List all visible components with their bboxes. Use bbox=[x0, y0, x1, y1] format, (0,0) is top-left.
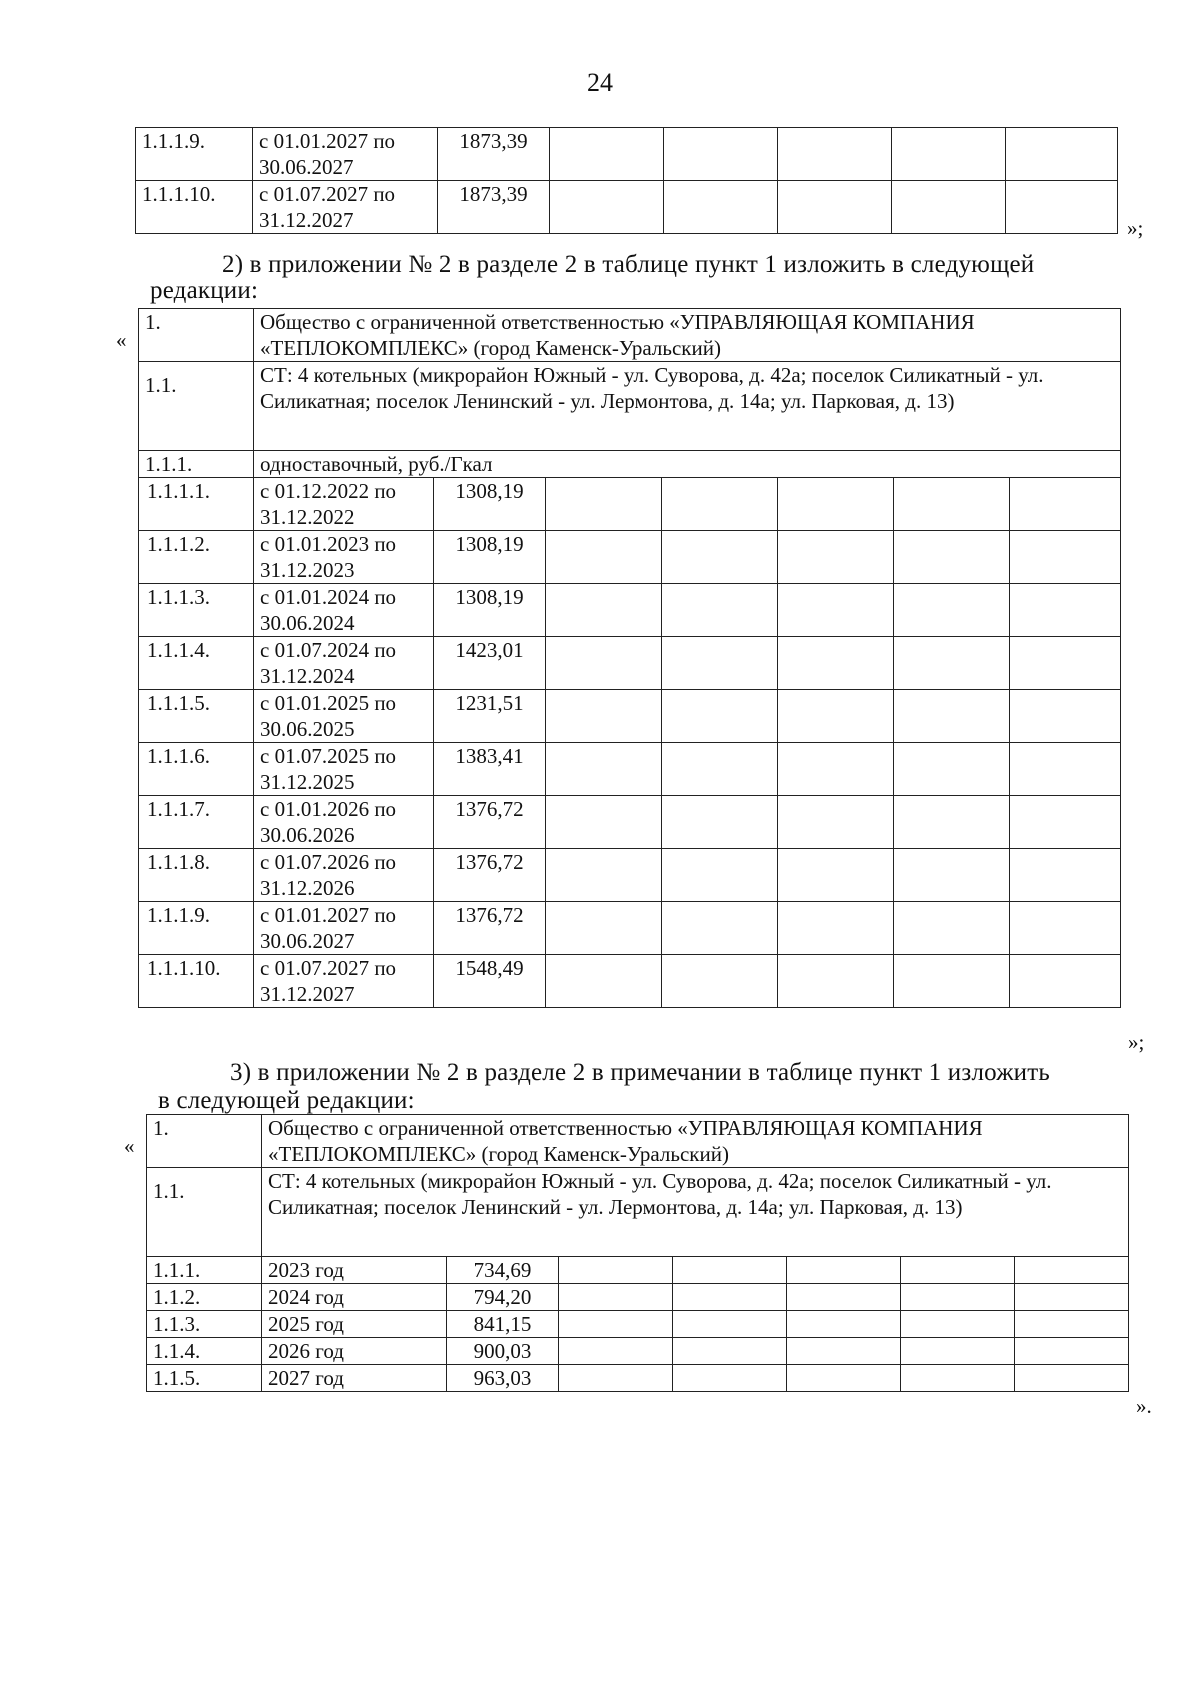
row-number: 1.1.1.8. bbox=[139, 849, 254, 902]
row-number: 1.1.1.3. bbox=[139, 584, 254, 637]
empty-cell bbox=[892, 181, 1006, 234]
row-number: 1.1.3. bbox=[147, 1311, 262, 1338]
empty-cell bbox=[778, 902, 894, 955]
row-period: 2024 год bbox=[262, 1284, 447, 1311]
row-period: 2023 год bbox=[262, 1257, 447, 1284]
empty-cell bbox=[787, 1365, 901, 1392]
empty-cell bbox=[550, 181, 664, 234]
row-value: 900,03 bbox=[447, 1338, 559, 1365]
table-row bbox=[147, 1257, 1129, 1284]
empty-cell bbox=[787, 1257, 901, 1284]
empty-cell bbox=[662, 743, 778, 796]
closing-quote: ». bbox=[1136, 1394, 1152, 1418]
closing-quote: »; bbox=[1128, 1030, 1145, 1054]
empty-cell bbox=[1010, 584, 1121, 637]
empty-cell bbox=[894, 584, 1010, 637]
empty-cell bbox=[662, 955, 778, 1008]
table-row bbox=[139, 690, 1121, 743]
row-period: с 01.01.2026 по 30.06.2026 bbox=[254, 796, 434, 849]
empty-cell bbox=[778, 531, 894, 584]
empty-cell bbox=[1015, 1311, 1129, 1338]
table-row bbox=[147, 1311, 1129, 1338]
row-period: с 01.01.2027 по 30.06.2027 bbox=[253, 128, 438, 181]
table-row bbox=[139, 902, 1121, 955]
row-value: 1873,39 bbox=[438, 128, 550, 181]
empty-cell bbox=[546, 690, 662, 743]
closing-quote: »; bbox=[1127, 216, 1144, 240]
empty-cell bbox=[901, 1338, 1015, 1365]
empty-cell bbox=[664, 181, 778, 234]
row-value: 841,15 bbox=[447, 1311, 559, 1338]
tariff-number: 1.1.1. bbox=[139, 451, 254, 478]
empty-cell bbox=[662, 584, 778, 637]
item-3-line-1: 3) в приложении № 2 в разделе 2 в примечании в таблице пункт 1 изложить bbox=[230, 1059, 1050, 1086]
empty-cell bbox=[662, 637, 778, 690]
table-row bbox=[147, 1338, 1129, 1365]
row-value: 1376,72 bbox=[434, 902, 546, 955]
empty-cell bbox=[559, 1284, 673, 1311]
empty-cell bbox=[673, 1311, 787, 1338]
empty-cell bbox=[662, 902, 778, 955]
org-name: Общество с ограниченной ответственностью «УПРАВЛЯЮЩАЯ КОМПАНИЯ «ТЕПЛОКОМПЛЕКС» (город Каменск-Уральский) bbox=[262, 1115, 1129, 1168]
empty-cell bbox=[673, 1284, 787, 1311]
row-value: 1548,49 bbox=[434, 955, 546, 1008]
empty-cell bbox=[778, 478, 894, 531]
tariff-type: одноставочный, руб./Гкал bbox=[254, 451, 1121, 478]
empty-cell bbox=[546, 955, 662, 1008]
empty-cell bbox=[546, 584, 662, 637]
empty-cell bbox=[894, 902, 1010, 955]
table-row bbox=[139, 796, 1121, 849]
empty-cell bbox=[662, 478, 778, 531]
row-period: с 01.12.2022 по 31.12.2022 bbox=[254, 478, 434, 531]
empty-cell bbox=[778, 584, 894, 637]
st-number: 1.1. bbox=[147, 1168, 262, 1257]
empty-cell bbox=[1006, 128, 1118, 181]
empty-cell bbox=[894, 955, 1010, 1008]
tariff-type-row bbox=[139, 451, 1121, 478]
empty-cell bbox=[1010, 478, 1121, 531]
empty-cell bbox=[894, 478, 1010, 531]
empty-cell bbox=[778, 796, 894, 849]
row-value: 1376,72 bbox=[434, 796, 546, 849]
empty-cell bbox=[778, 743, 894, 796]
empty-cell bbox=[778, 955, 894, 1008]
table-row bbox=[147, 1284, 1129, 1311]
st-row bbox=[139, 362, 1121, 451]
row-period: с 01.07.2027 по 31.12.2027 bbox=[254, 955, 434, 1008]
empty-cell bbox=[546, 531, 662, 584]
row-period: 2027 год bbox=[262, 1365, 447, 1392]
page-number: 24 bbox=[587, 68, 613, 97]
opening-quote: « bbox=[124, 1134, 135, 1158]
org-name: Общество с ограниченной ответственностью «УПРАВЛЯЮЩАЯ КОМПАНИЯ «ТЕПЛОКОМПЛЕКС» (город Каменск-Уральский) bbox=[254, 309, 1121, 362]
row-number: 1.1.1. bbox=[147, 1257, 262, 1284]
row-number: 1.1.1.7. bbox=[139, 796, 254, 849]
row-number: 1.1.1.9. bbox=[139, 902, 254, 955]
empty-cell bbox=[1006, 181, 1118, 234]
empty-cell bbox=[778, 690, 894, 743]
empty-cell bbox=[894, 849, 1010, 902]
row-value: 1383,41 bbox=[434, 743, 546, 796]
table-row bbox=[139, 531, 1121, 584]
empty-cell bbox=[1015, 1257, 1129, 1284]
empty-cell bbox=[1010, 902, 1121, 955]
row-number: 1.1.1.4. bbox=[139, 637, 254, 690]
empty-cell bbox=[778, 128, 892, 181]
empty-cell bbox=[559, 1365, 673, 1392]
row-number: 1.1.1.6. bbox=[139, 743, 254, 796]
row-period: с 01.01.2024 по 30.06.2024 bbox=[254, 584, 434, 637]
item-2-line-2: редакции: bbox=[150, 277, 259, 304]
table-row bbox=[139, 584, 1121, 637]
empty-cell bbox=[901, 1365, 1015, 1392]
empty-cell bbox=[673, 1365, 787, 1392]
st-text: СТ: 4 котельных (микрорайон Южный - ул. Суворова, д. 42а; поселок Силикатный - ул. Силикатная; поселок Ленинский - ул. Лермонтова, д. 14а; ул. Парковая, д. 13) bbox=[262, 1168, 1129, 1257]
empty-cell bbox=[1015, 1284, 1129, 1311]
empty-cell bbox=[894, 796, 1010, 849]
org-number: 1. bbox=[139, 309, 254, 362]
empty-cell bbox=[894, 690, 1010, 743]
empty-cell bbox=[546, 637, 662, 690]
empty-cell bbox=[787, 1311, 901, 1338]
row-value: 1376,72 bbox=[434, 849, 546, 902]
empty-cell bbox=[1010, 796, 1121, 849]
row-number: 1.1.1.10. bbox=[139, 955, 254, 1008]
row-number: 1.1.4. bbox=[147, 1338, 262, 1365]
row-value: 1308,19 bbox=[434, 531, 546, 584]
row-period: с 01.07.2025 по 31.12.2025 bbox=[254, 743, 434, 796]
st-number: 1.1. bbox=[139, 362, 254, 451]
row-number: 1.1.1.10. bbox=[136, 181, 253, 234]
table-row bbox=[136, 181, 1118, 234]
table-row bbox=[139, 849, 1121, 902]
empty-cell bbox=[662, 849, 778, 902]
empty-cell bbox=[1010, 690, 1121, 743]
opening-quote: « bbox=[116, 328, 127, 352]
empty-cell bbox=[1015, 1338, 1129, 1365]
org-number: 1. bbox=[147, 1115, 262, 1168]
row-number: 1.1.1.2. bbox=[139, 531, 254, 584]
org-row bbox=[139, 309, 1121, 362]
empty-cell bbox=[546, 743, 662, 796]
empty-cell bbox=[1010, 743, 1121, 796]
empty-cell bbox=[546, 796, 662, 849]
empty-cell bbox=[559, 1311, 673, 1338]
empty-cell bbox=[662, 531, 778, 584]
empty-cell bbox=[673, 1257, 787, 1284]
empty-cell bbox=[673, 1338, 787, 1365]
empty-cell bbox=[546, 849, 662, 902]
note-table bbox=[146, 1114, 1129, 1392]
empty-cell bbox=[1010, 637, 1121, 690]
table-row bbox=[139, 478, 1121, 531]
row-value: 1308,19 bbox=[434, 584, 546, 637]
empty-cell bbox=[1010, 849, 1121, 902]
empty-cell bbox=[894, 637, 1010, 690]
table-row bbox=[136, 128, 1118, 181]
empty-cell bbox=[901, 1311, 1015, 1338]
empty-cell bbox=[546, 478, 662, 531]
row-value: 734,69 bbox=[447, 1257, 559, 1284]
row-number: 1.1.1.9. bbox=[136, 128, 253, 181]
empty-cell bbox=[787, 1338, 901, 1365]
row-period: с 01.07.2026 по 31.12.2026 bbox=[254, 849, 434, 902]
empty-cell bbox=[892, 128, 1006, 181]
row-number: 1.1.1.5. bbox=[139, 690, 254, 743]
tariff-table-continuation bbox=[135, 127, 1118, 234]
row-value: 963,03 bbox=[447, 1365, 559, 1392]
empty-cell bbox=[894, 531, 1010, 584]
table-row bbox=[147, 1365, 1129, 1392]
row-period: 2026 год bbox=[262, 1338, 447, 1365]
row-period: 2025 год bbox=[262, 1311, 447, 1338]
row-period: с 01.01.2025 по 30.06.2025 bbox=[254, 690, 434, 743]
empty-cell bbox=[546, 902, 662, 955]
row-value: 1308,19 bbox=[434, 478, 546, 531]
empty-cell bbox=[787, 1284, 901, 1311]
empty-cell bbox=[550, 128, 664, 181]
empty-cell bbox=[901, 1284, 1015, 1311]
empty-cell bbox=[778, 637, 894, 690]
empty-cell bbox=[901, 1257, 1015, 1284]
row-period: с 01.07.2024 по 31.12.2024 bbox=[254, 637, 434, 690]
row-value: 794,20 bbox=[447, 1284, 559, 1311]
st-text: СТ: 4 котельных (микрорайон Южный - ул. Суворова, д. 42а; поселок Силикатный - ул. Силикатная; поселок Ленинский - ул. Лермонтова, д. 14а; ул. Парковая, д. 13) bbox=[254, 362, 1121, 451]
st-row bbox=[147, 1168, 1129, 1257]
row-number: 1.1.2. bbox=[147, 1284, 262, 1311]
row-value: 1873,39 bbox=[438, 181, 550, 234]
row-value: 1231,51 bbox=[434, 690, 546, 743]
tariff-table bbox=[138, 308, 1121, 1008]
row-period: с 01.01.2027 по 30.06.2027 bbox=[254, 902, 434, 955]
table-row bbox=[139, 637, 1121, 690]
table-row bbox=[139, 743, 1121, 796]
empty-cell bbox=[1010, 531, 1121, 584]
org-row bbox=[147, 1115, 1129, 1168]
empty-cell bbox=[664, 128, 778, 181]
empty-cell bbox=[662, 796, 778, 849]
empty-cell bbox=[559, 1257, 673, 1284]
empty-cell bbox=[894, 743, 1010, 796]
table-row bbox=[139, 955, 1121, 1008]
empty-cell bbox=[559, 1338, 673, 1365]
empty-cell bbox=[662, 690, 778, 743]
item-3-line-2: в следующей редакции: bbox=[158, 1087, 415, 1114]
empty-cell bbox=[778, 181, 892, 234]
row-number: 1.1.5. bbox=[147, 1365, 262, 1392]
row-number: 1.1.1.1. bbox=[139, 478, 254, 531]
row-period: с 01.07.2027 по 31.12.2027 bbox=[253, 181, 438, 234]
item-2-line-1: 2) в приложении № 2 в разделе 2 в таблице пункт 1 изложить в следующей bbox=[222, 251, 1035, 278]
empty-cell bbox=[1015, 1365, 1129, 1392]
empty-cell bbox=[778, 849, 894, 902]
row-period: с 01.01.2023 по 31.12.2023 bbox=[254, 531, 434, 584]
row-value: 1423,01 bbox=[434, 637, 546, 690]
empty-cell bbox=[1010, 955, 1121, 1008]
